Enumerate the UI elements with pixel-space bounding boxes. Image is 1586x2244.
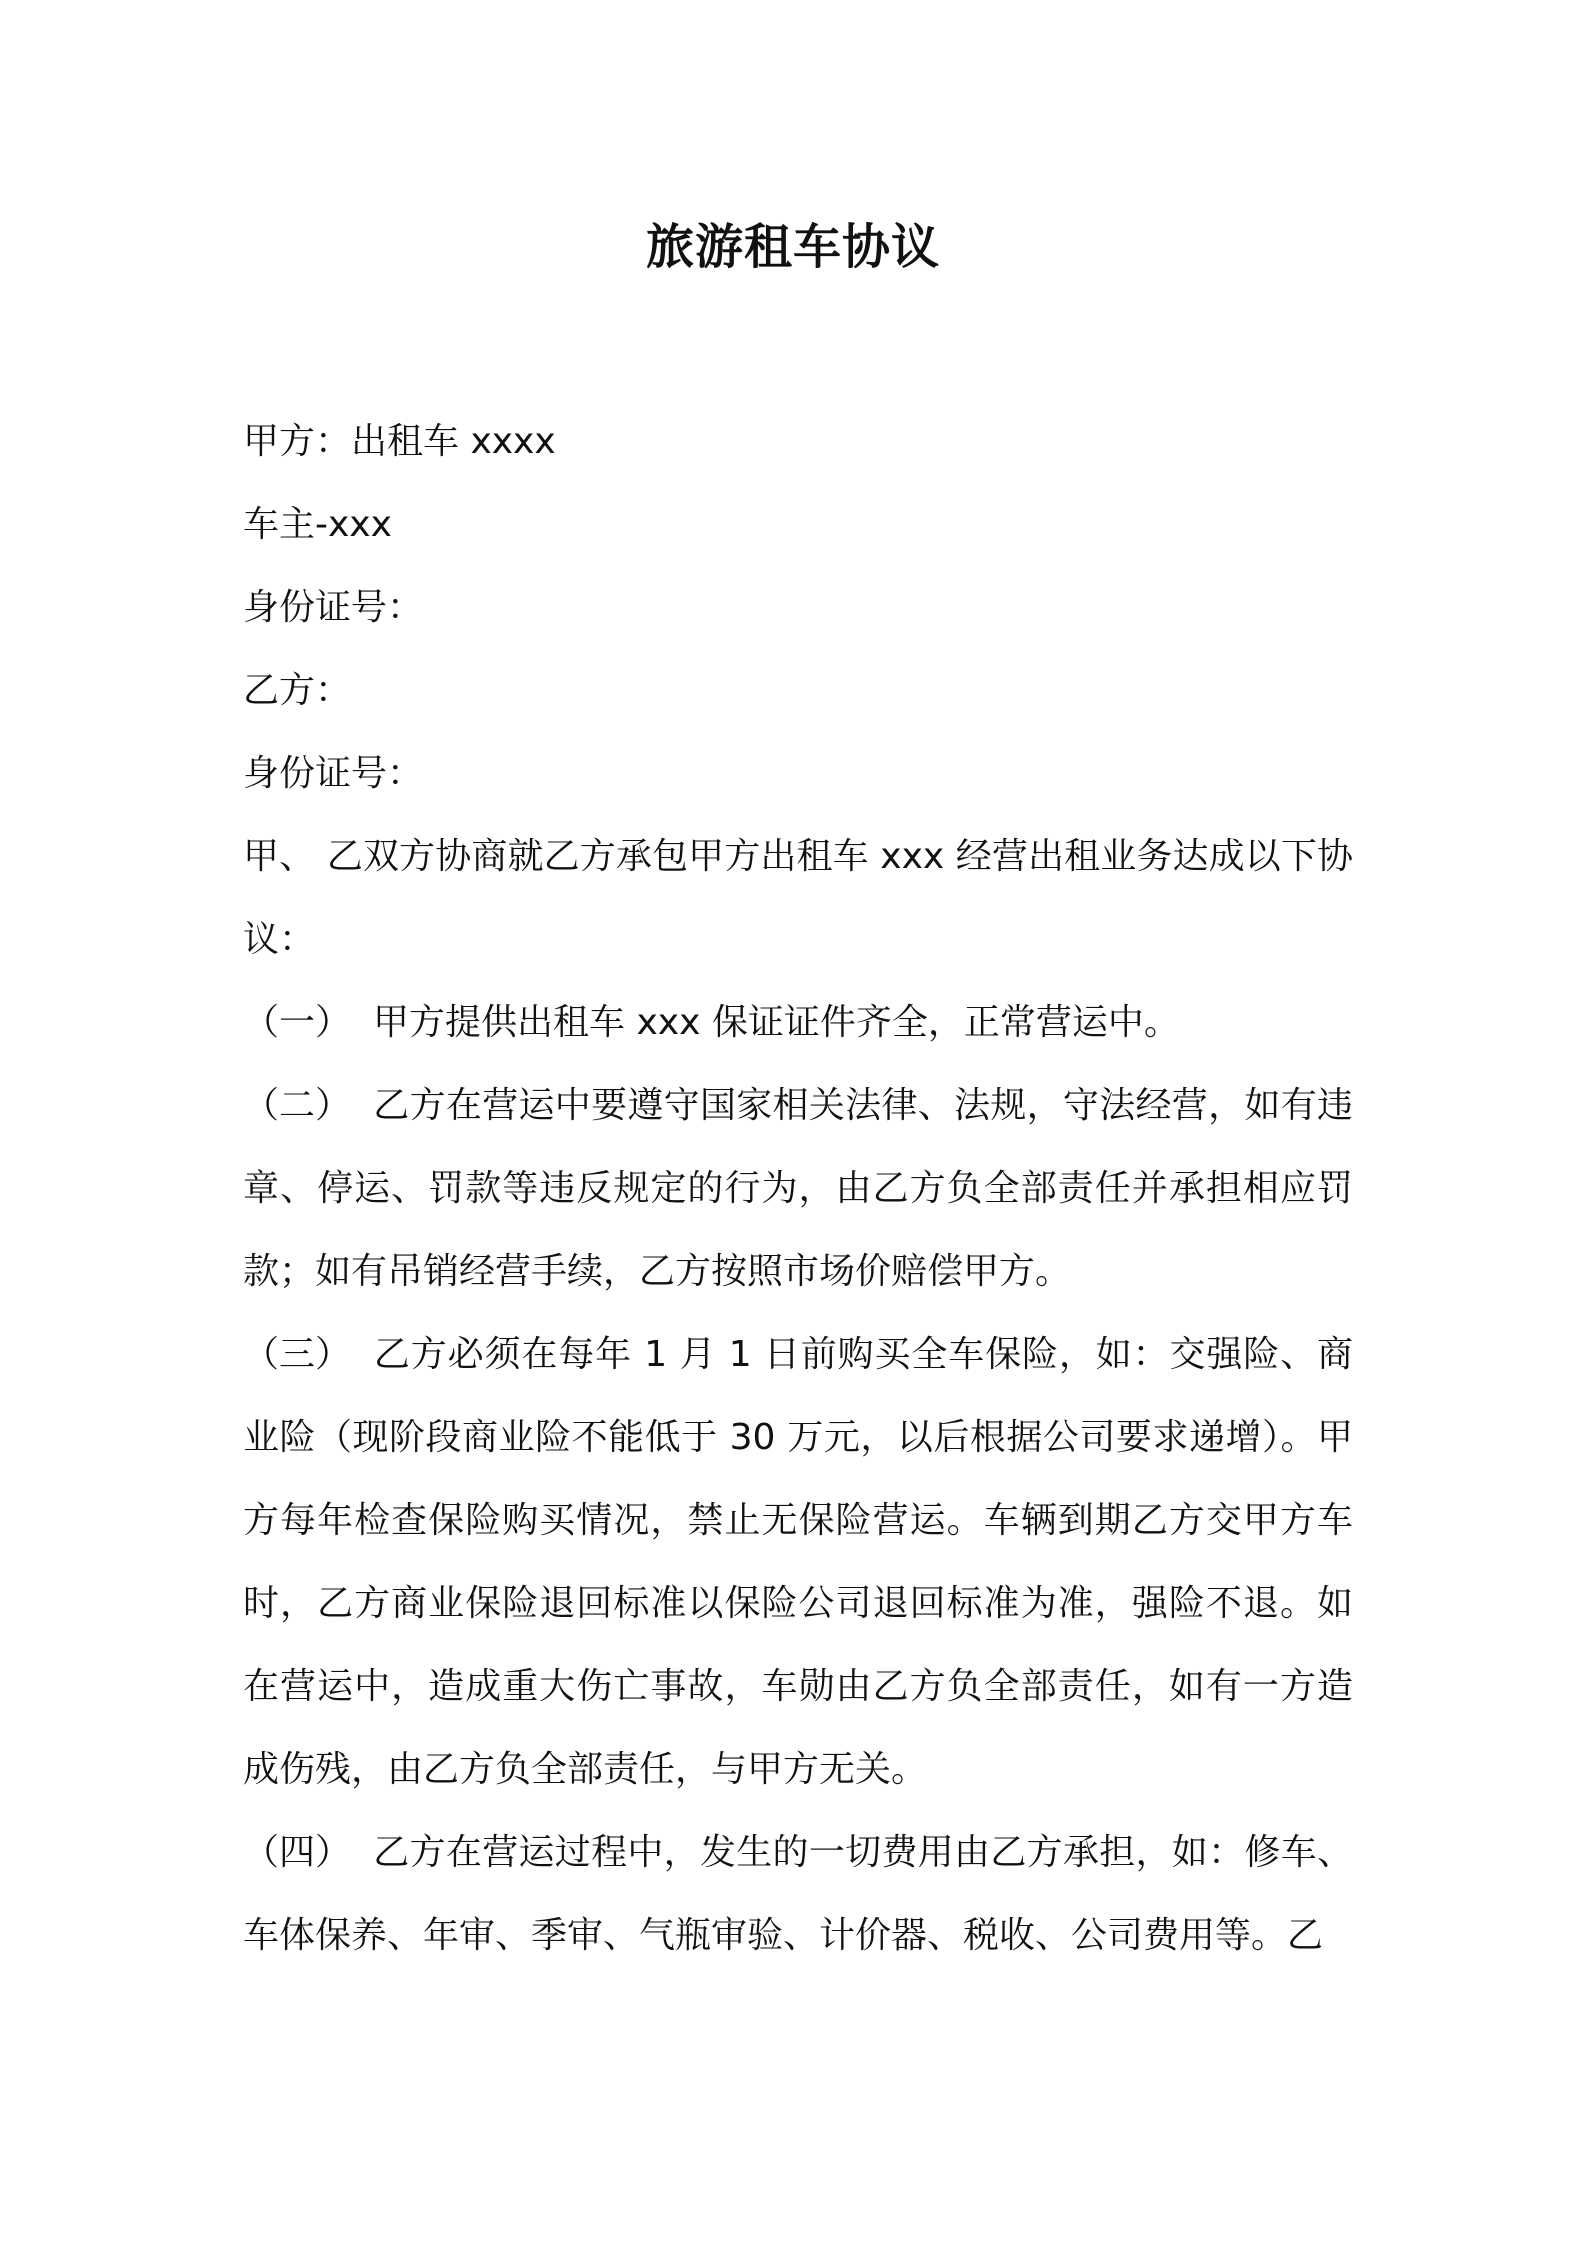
clause-1-label: （一）: [243, 1002, 352, 1043]
clause-4-label: （四）: [243, 1832, 352, 1873]
clause-2: [243, 1064, 1353, 1313]
party-a-line: 甲方：出租车 xxxx: [243, 421, 556, 462]
party-a-id-line: 身份证号：: [243, 587, 424, 628]
clause-4-text: 乙方在营运过程中，发生的一切费用由乙方承担，如：修车、车体保养、年审、季审、气瓶审验、计价器、税收、公司费用等。乙: [243, 1832, 1353, 1956]
clause-3-text: 乙方必须在每年 1 月 1 日前购买全车保险，如：交强险、商业险（现阶段商业险不能低于 30 万元，以后根据公司要求递增）。甲方每年检查保险购买情况，禁止无保险营运。车辆到期乙方交甲方车时，乙方商业保险退回标准以保险公司退回标准为准，强险不退。如在营运中，造成重大伤亡事故，车勋由乙方负全部责任，如有一方造成伤残，由乙方负全部责任，与甲方无关。: [243, 1334, 1353, 1790]
clause-1: [243, 981, 1353, 1064]
clause-1-text: 甲方提供出租车 xxx 保证证件齐全，正常营运中。: [373, 1002, 1180, 1043]
document-title: 旅游租车协议: [645, 219, 940, 275]
owner-line: 车主-xxx: [243, 504, 392, 545]
party-b-id-line: 身份证号：: [243, 753, 424, 794]
clause-2-label: （二）: [243, 1085, 352, 1126]
party-b-line: 乙方：: [243, 670, 352, 711]
intro-paragraph: 甲、 乙双方协商就乙方承包甲方出租车 xxx 经营出租业务达成以下协议：: [243, 836, 1353, 960]
clause-3-label: （三）: [243, 1334, 352, 1375]
clause-2-text: 乙方在营运中要遵守国家相关法律、法规，守法经营，如有违章、停运、罚款等违反规定的行为，由乙方负全部责任并承担相应罚款；如有吊销经营手续，乙方按照市场价赔偿甲方。: [243, 1085, 1353, 1292]
clause-4: [243, 1811, 1353, 1977]
clause-3: [243, 1313, 1353, 1811]
document-body: [243, 400, 1353, 1977]
